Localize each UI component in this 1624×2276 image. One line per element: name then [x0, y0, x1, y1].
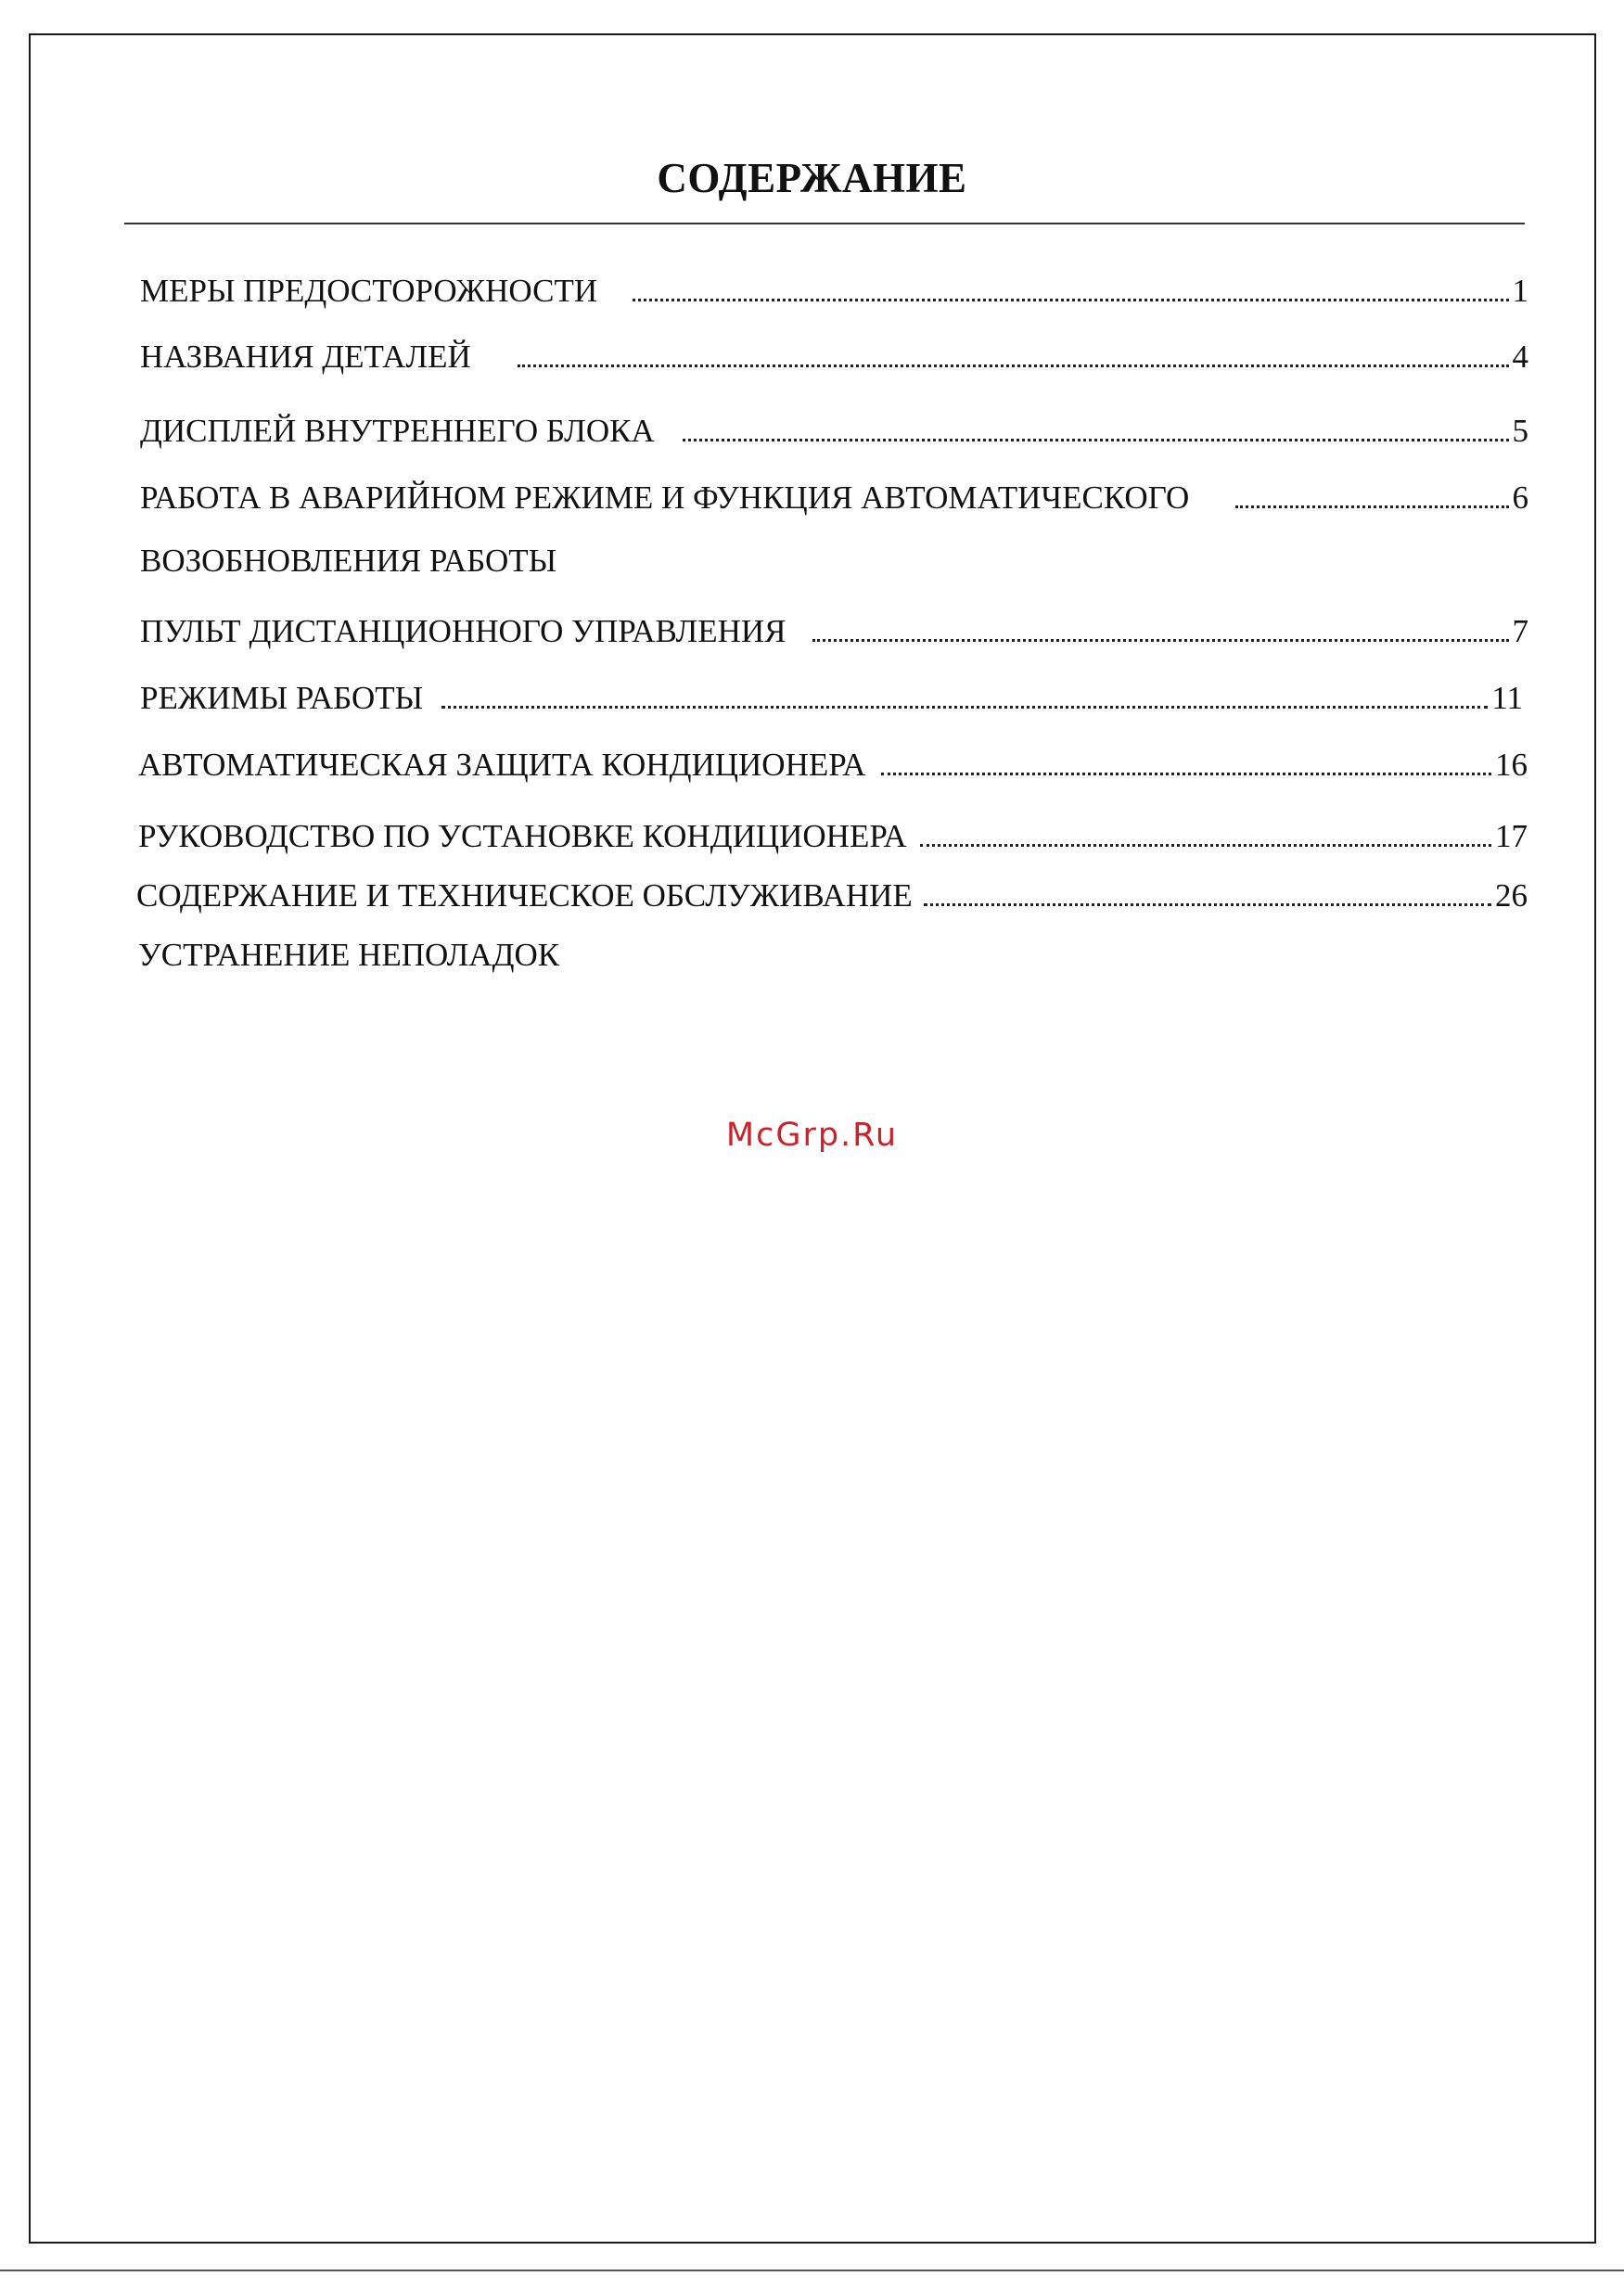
toc-page-number: 11 — [1491, 680, 1523, 716]
toc-entry[interactable] — [138, 811, 1528, 855]
toc-entry[interactable]: УСТРАНЕНИЕ НЕПОЛАДОК — [138, 937, 560, 973]
toc-entry-label: РУКОВОДСТВО ПО УСТАНОВКЕ КОНДИЦИОНЕРА — [138, 818, 907, 854]
toc-dot-leader — [924, 903, 1491, 906]
toc-page-number: 1 — [1512, 273, 1528, 309]
toc-entry-label: МЕРЫ ПРЕДОСТОРОЖНОСТИ — [140, 273, 598, 309]
toc-entry-label: АВТОМАТИЧЕСКАЯ ЗАЩИТА КОНДИЦИОНЕРА — [138, 747, 866, 783]
page-title: СОДЕРЖАНИЕ — [657, 155, 967, 201]
toc-entry-label: СОДЕРЖАНИЕ И ТЕХНИЧЕСКОЕ ОБСЛУЖИВАНИЕ — [136, 877, 913, 914]
toc-entry[interactable] — [140, 265, 1528, 310]
toc-entry[interactable] — [140, 606, 1528, 650]
toc-entry[interactable] — [140, 472, 1528, 517]
toc-entry[interactable] — [138, 739, 1528, 784]
page-bottom-divider — [0, 2270, 1624, 2271]
table-of-contents — [0, 0, 1624, 1113]
toc-page-number: 6 — [1512, 479, 1528, 516]
toc-dot-leader — [812, 639, 1509, 642]
toc-entry-label: РАБОТА В АВАРИЙНОМ РЕЖИМЕ И ФУНКЦИЯ АВТОМАТИЧЕСКОГО — [140, 479, 1190, 516]
toc-page-number: 26 — [1495, 877, 1528, 914]
toc-dot-leader — [518, 364, 1509, 367]
toc-entry-label: РЕЖИМЫ РАБОТЫ — [140, 680, 424, 716]
toc-entry-label: ПУЛЬТ ДИСТАНЦИОННОГО УПРАВЛЕНИЯ — [140, 613, 786, 649]
toc-dot-leader — [441, 706, 1488, 709]
toc-entry[interactable] — [140, 405, 1528, 450]
toc-entry-label: НАЗВАНИЯ ДЕТАЛЕЙ — [140, 339, 471, 375]
toc-entry-continuation: ВОЗОБНОВЛЕНИЯ РАБОТЫ — [140, 543, 557, 579]
toc-entry[interactable] — [140, 331, 1528, 376]
toc-dot-leader — [1235, 505, 1508, 508]
toc-dot-leader — [633, 299, 1508, 301]
toc-page-number: 16 — [1495, 747, 1528, 783]
toc-page-number: 5 — [1512, 413, 1528, 449]
toc-dot-leader — [920, 844, 1491, 847]
toc-page-number: 7 — [1512, 613, 1528, 649]
toc-entry-label: ДИСПЛЕЙ ВНУТРЕННЕГО БЛОКА — [140, 413, 655, 449]
toc-entry[interactable] — [140, 672, 1523, 717]
toc-entry[interactable] — [136, 870, 1528, 914]
toc-dot-leader — [683, 439, 1509, 441]
watermark: McGrp.Ru — [725, 1117, 899, 1154]
toc-dot-leader — [881, 773, 1492, 775]
toc-page-number: 17 — [1495, 818, 1528, 854]
toc-page-number: 4 — [1512, 339, 1528, 375]
